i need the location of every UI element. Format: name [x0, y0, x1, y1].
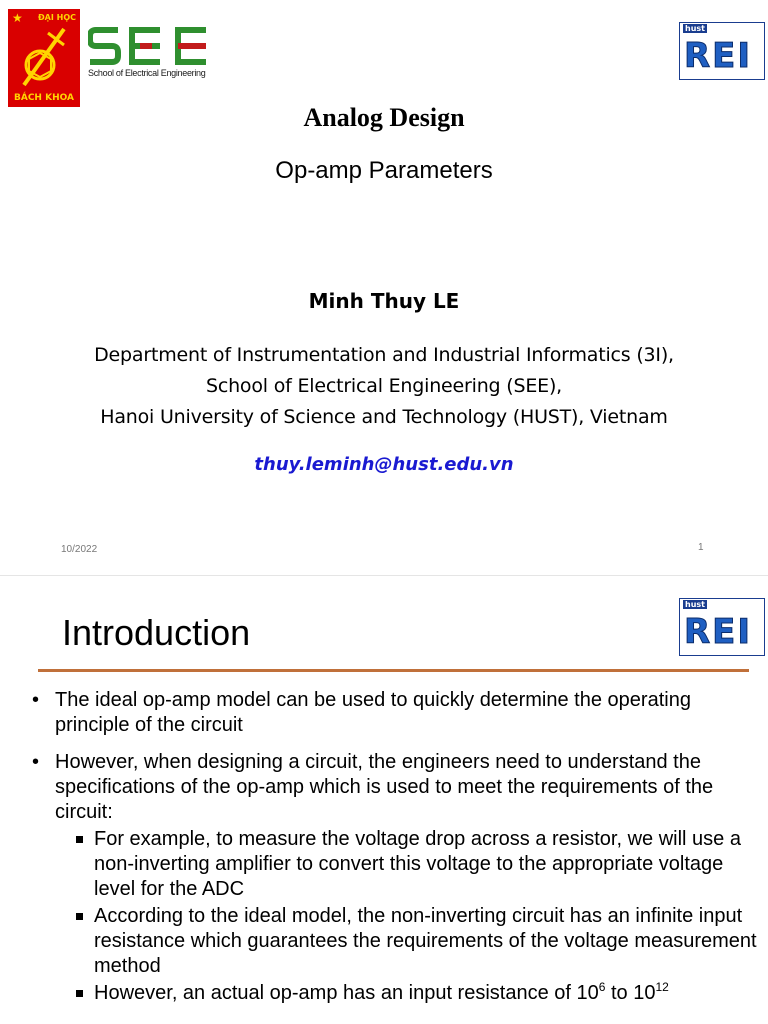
sub-bullet-item	[32, 827, 762, 902]
rei-logo-letters: REI	[684, 36, 753, 76]
square-bullet-icon	[76, 990, 83, 997]
affiliation-line: School of Electrical Engineering (SEE),	[205, 375, 562, 397]
slide-title: Introduction	[62, 612, 251, 653]
bullet-item	[32, 750, 762, 825]
slide-number: 1	[698, 542, 704, 553]
rei-logo-letters: REI	[684, 612, 753, 652]
bullet-dot-icon: •	[32, 689, 40, 711]
affiliation-line: Hanoi University of Science and Technology (HUST), Vietnam	[100, 406, 668, 428]
square-bullet-icon	[76, 913, 83, 920]
bk-logo-bottom-text: BÁCH KHOA	[14, 93, 74, 103]
bullet-dot-icon: •	[32, 751, 40, 773]
introduction-slide	[0, 576, 768, 1024]
presentation-subtitle: Op-amp Parameters	[275, 157, 493, 184]
hust-emblem-icon	[18, 25, 70, 91]
bk-logo-top-text: ĐẠI HỌC	[37, 13, 76, 22]
author-email-link[interactable]: thuy.leminh@hust.edu.vn	[254, 454, 514, 475]
affiliation-line: Department of Instrumentation and Industrial Informatics (3I),	[94, 344, 674, 366]
rei-logo	[679, 22, 765, 80]
bullet-text: However, when designing a circuit, the engineers need to understand the specifications of the op-amp which is used to meet the requirements of the circuit:	[55, 751, 714, 823]
author-name: Minh Thuy LE	[308, 289, 460, 313]
sub-bullet-text: According to the ideal model, the non-inverting circuit has an infinite input resistance which guarantees the requirements of the voltage measurement method	[94, 905, 757, 977]
sub-bullet-item	[32, 904, 762, 979]
slide-date: 10/2022	[61, 544, 98, 555]
title-underline	[38, 669, 749, 672]
sub-bullet-text-part: to 10	[605, 982, 656, 1004]
bullet-list	[32, 688, 762, 1007]
bullet-item	[32, 688, 762, 738]
presentation-title: Analog Design	[303, 103, 465, 132]
see-logo	[88, 26, 210, 84]
see-letters-icon	[88, 26, 210, 66]
exponent: 12	[655, 980, 669, 994]
see-logo-subtitle: School of Electrical Engineering	[88, 68, 206, 78]
rei-logo	[679, 598, 765, 656]
rei-logo-tag: hust	[685, 24, 705, 33]
square-bullet-icon	[76, 836, 83, 843]
sub-bullet-text: For example, to measure the voltage drop across a resistor, we will use a non-inverting amplifier to convert this voltage to the appropriate voltage level for the ADC	[94, 828, 741, 900]
rei-logo-tag: hust	[685, 600, 705, 609]
star-icon: ★	[12, 11, 23, 25]
affiliation-block	[0, 340, 768, 433]
exponent: 6	[598, 980, 606, 994]
bach-khoa-logo	[8, 9, 80, 107]
sub-bullet-item	[32, 981, 762, 1006]
bullet-text: The ideal op-amp model can be used to quickly determine the operating principle of the circuit	[55, 689, 691, 736]
sub-bullet-text	[94, 982, 669, 1004]
sub-bullet-text-part: However, an actual op-amp has an input resistance of 10	[94, 982, 599, 1004]
